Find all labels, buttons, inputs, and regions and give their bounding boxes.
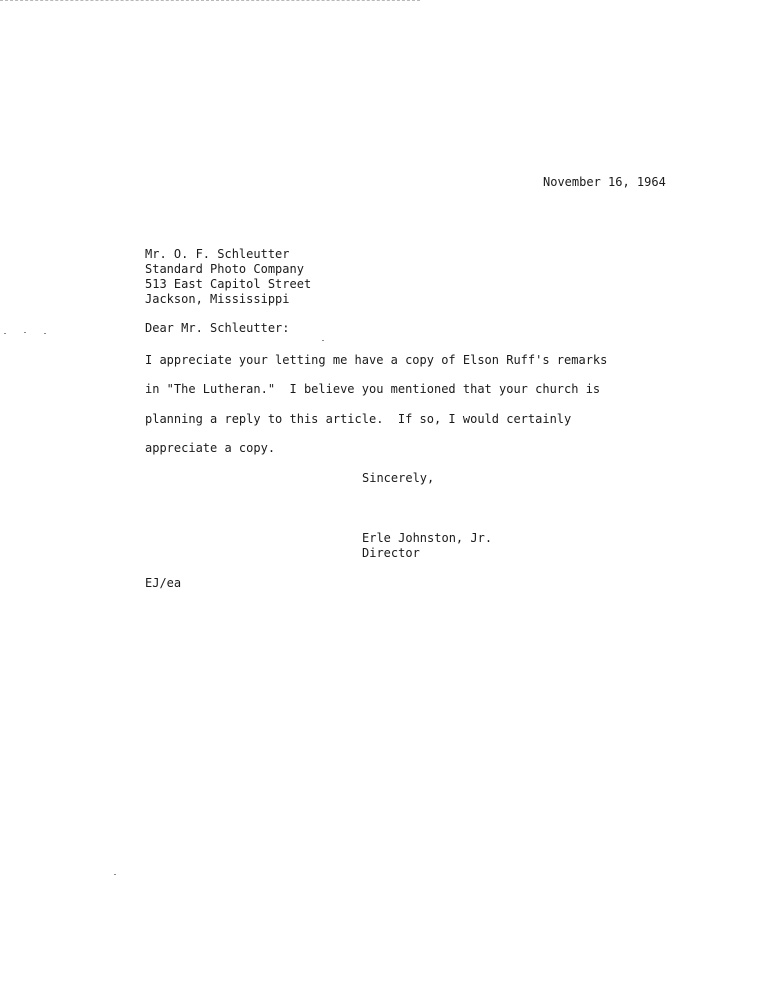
signer-name: Erle Johnston, Jr. [362, 531, 493, 545]
letter-date: November 16, 1964 [543, 175, 666, 189]
scan-speck [322, 340, 324, 341]
closing: Sincerely, [362, 471, 435, 485]
recipient-city: Jackson, Mississippi [145, 292, 290, 306]
scan-speck [4, 333, 6, 334]
body-line: in "The Lutheran." I believe you mentioned that your church is [145, 382, 601, 396]
scan-speck [114, 874, 116, 875]
recipient-street: 513 East Capitol Street [145, 277, 312, 291]
signer-title: Director [362, 546, 420, 560]
top-edge-rule [0, 0, 420, 1]
salutation: Dear Mr. Schleutter: [145, 321, 290, 335]
body-line: I appreciate your letting me have a copy of Elson Ruff's remarks [145, 353, 608, 367]
recipient-name: Mr. O. F. Schleutter [145, 247, 290, 261]
scan-speck [24, 332, 26, 333]
body-line: appreciate a copy. [145, 441, 276, 455]
scan-speck [44, 333, 46, 334]
body-line: planning a reply to this article. If so, I would certainly [145, 412, 572, 426]
recipient-company: Standard Photo Company [145, 262, 304, 276]
reference-initials: EJ/ea [145, 576, 182, 590]
